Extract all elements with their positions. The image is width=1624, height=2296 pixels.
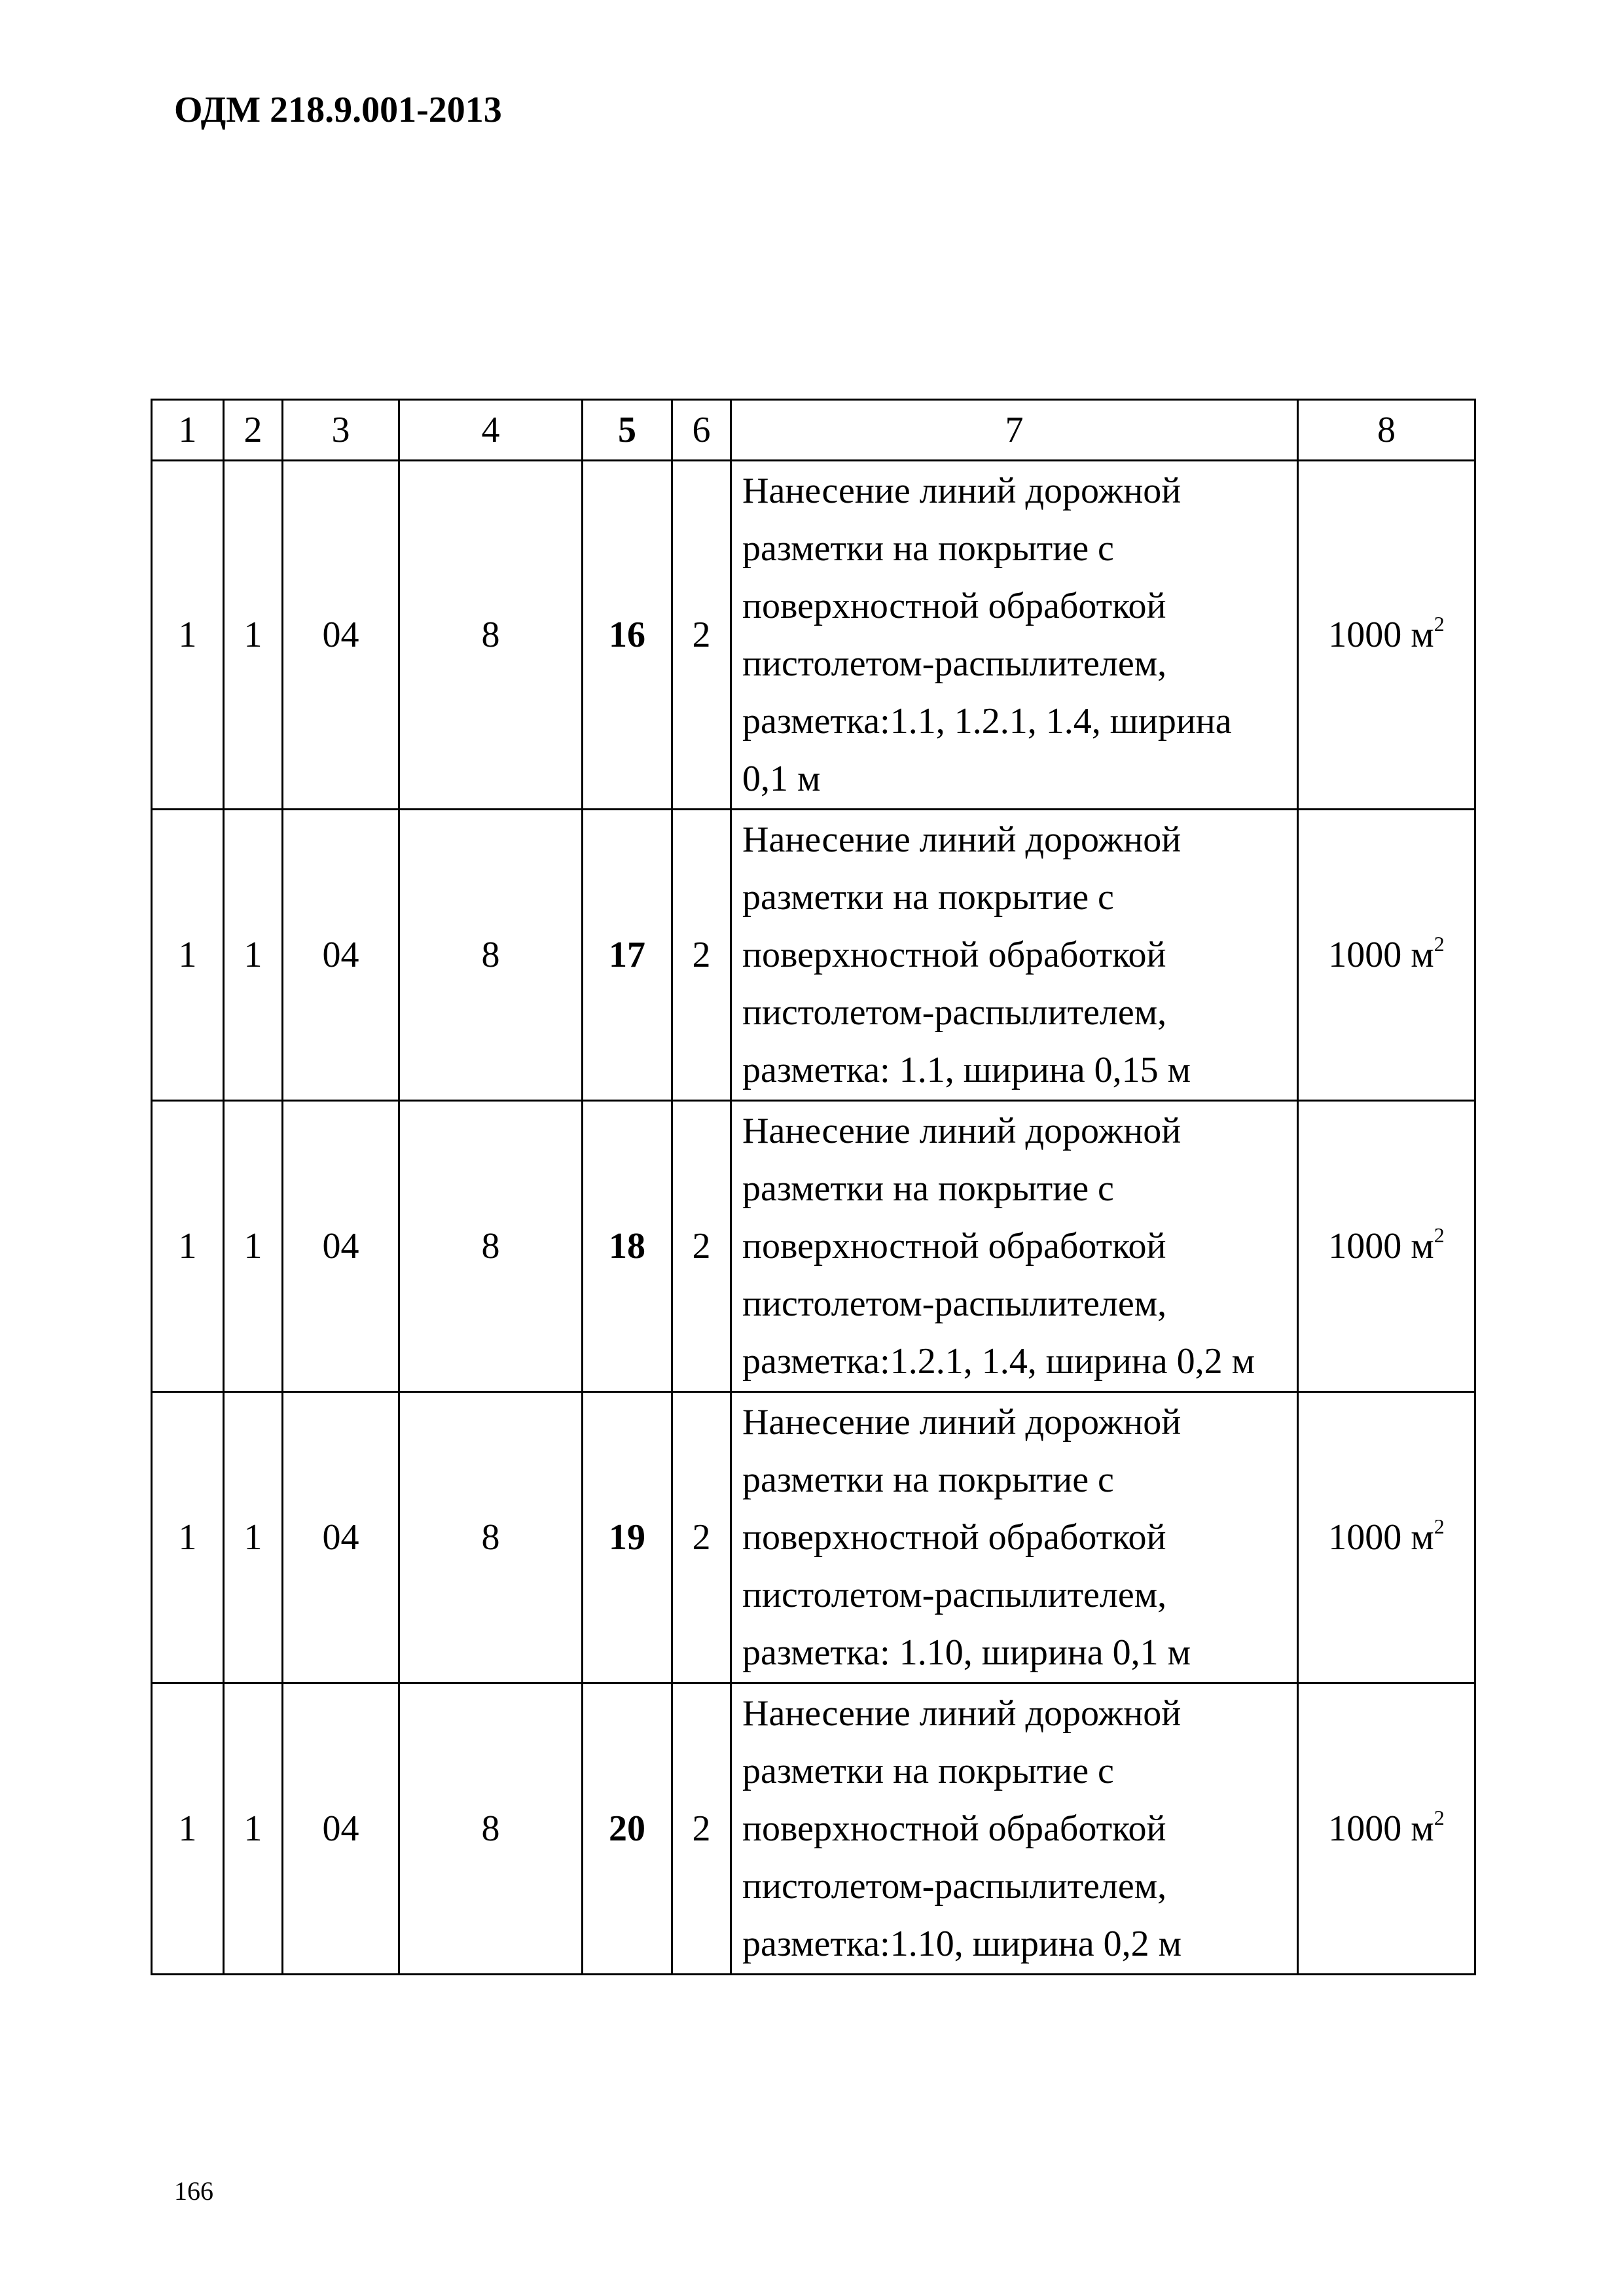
description-line: разметка:1.10, ширина 0,2 м [742, 1924, 1182, 1964]
cell-col-2: 1 [224, 461, 283, 810]
cell-col-1: 1 [152, 461, 224, 810]
description-line: Нанесение линий дорожной [742, 1111, 1182, 1151]
cell-col-4: 8 [399, 461, 583, 810]
cell-col-6: 2 [672, 1101, 731, 1392]
description-line: Нанесение линий дорожной [742, 471, 1182, 511]
cell-col-6: 2 [672, 461, 731, 810]
description-line: поверхностной обработкой [742, 1226, 1166, 1266]
description-line: пистолетом-распылителем, [742, 643, 1167, 684]
cell-description [731, 1683, 1298, 1975]
table-header-row [152, 400, 1475, 461]
description-line: разметка: 1.10, ширина 0,1 м [742, 1632, 1191, 1673]
column-header-5: 5 [583, 400, 672, 461]
description-line: 0,1 м [742, 759, 821, 799]
description-line: разметки на покрытие с [742, 1460, 1114, 1500]
unit-superscript: 2 [1434, 1223, 1445, 1247]
column-header-8: 8 [1298, 400, 1475, 461]
cell-col-2: 1 [224, 810, 283, 1101]
cell-col-4: 8 [399, 1392, 583, 1683]
description-line: пистолетом-распылителем, [742, 1283, 1167, 1324]
unit-superscript: 2 [1434, 932, 1445, 956]
cell-description [731, 461, 1298, 810]
description-line: разметки на покрытие с [742, 1168, 1114, 1209]
description-line: Нанесение линий дорожной [742, 1693, 1182, 1734]
cell-col-5: 20 [583, 1683, 672, 1975]
unit-text: 1000 м [1328, 1226, 1434, 1266]
table-row [152, 1392, 1475, 1683]
cell-unit [1298, 461, 1475, 810]
cell-col-5: 16 [583, 461, 672, 810]
cell-col-6: 2 [672, 1392, 731, 1683]
cell-col-5: 18 [583, 1101, 672, 1392]
table-row [152, 1101, 1475, 1392]
document-code: ОДМ 218.9.001-2013 [174, 90, 502, 130]
unit-superscript: 2 [1434, 612, 1445, 636]
cell-col-1: 1 [152, 810, 224, 1101]
column-header-6: 6 [672, 400, 731, 461]
data-table [151, 399, 1476, 1975]
description-line: пистолетом-распылителем, [742, 1866, 1167, 1907]
cell-description [731, 810, 1298, 1101]
description-line: Нанесение линий дорожной [742, 1402, 1182, 1443]
unit-text: 1000 м [1328, 1808, 1434, 1849]
description-line: поверхностной обработкой [742, 1808, 1166, 1849]
column-header-4: 4 [399, 400, 583, 461]
cell-unit [1298, 1101, 1475, 1392]
column-header-2: 2 [224, 400, 283, 461]
column-header-1: 1 [152, 400, 224, 461]
cell-col-2: 1 [224, 1101, 283, 1392]
page-number: 166 [174, 2176, 213, 2206]
unit-text: 1000 м [1328, 1517, 1434, 1558]
cell-col-6: 2 [672, 810, 731, 1101]
description-line: пистолетом-распылителем, [742, 1575, 1167, 1615]
cell-col-2: 1 [224, 1392, 283, 1683]
description-line: разметка:1.2.1, 1.4, ширина 0,2 м [742, 1341, 1255, 1382]
cell-col-2: 1 [224, 1683, 283, 1975]
table-row [152, 810, 1475, 1101]
cell-col-4: 8 [399, 1101, 583, 1392]
cell-col-4: 8 [399, 1683, 583, 1975]
cell-col-1: 1 [152, 1101, 224, 1392]
cell-col-3: 04 [283, 1683, 399, 1975]
cell-col-1: 1 [152, 1392, 224, 1683]
cell-col-4: 8 [399, 810, 583, 1101]
cell-unit [1298, 1683, 1475, 1975]
description-line: поверхностной обработкой [742, 586, 1166, 626]
description-line: разметки на покрытие с [742, 877, 1114, 918]
cell-col-1: 1 [152, 1683, 224, 1975]
unit-text: 1000 м [1328, 615, 1434, 655]
cell-col-3: 04 [283, 1392, 399, 1683]
column-header-3: 3 [283, 400, 399, 461]
cell-col-3: 04 [283, 810, 399, 1101]
description-line: поверхностной обработкой [742, 1517, 1166, 1558]
unit-text: 1000 м [1328, 935, 1434, 975]
cell-col-3: 04 [283, 1101, 399, 1392]
unit-superscript: 2 [1434, 1515, 1445, 1539]
cell-col-3: 04 [283, 461, 399, 810]
cell-col-6: 2 [672, 1683, 731, 1975]
cell-unit [1298, 810, 1475, 1101]
description-line: разметка:1.1, 1.2.1, 1.4, ширина [742, 701, 1232, 742]
cell-col-5: 19 [583, 1392, 672, 1683]
unit-superscript: 2 [1434, 1806, 1445, 1830]
description-line: разметки на покрытие с [742, 1751, 1114, 1791]
cell-unit [1298, 1392, 1475, 1683]
table-row [152, 461, 1475, 810]
description-line: пистолетом-распылителем, [742, 992, 1167, 1033]
description-line: поверхностной обработкой [742, 935, 1166, 975]
table-row [152, 1683, 1475, 1975]
cell-description [731, 1392, 1298, 1683]
cell-description [731, 1101, 1298, 1392]
cell-col-5: 17 [583, 810, 672, 1101]
description-line: разметка: 1.1, ширина 0,15 м [742, 1050, 1191, 1090]
description-line: разметки на покрытие с [742, 528, 1114, 569]
column-header-7: 7 [731, 400, 1298, 461]
description-line: Нанесение линий дорожной [742, 819, 1182, 860]
